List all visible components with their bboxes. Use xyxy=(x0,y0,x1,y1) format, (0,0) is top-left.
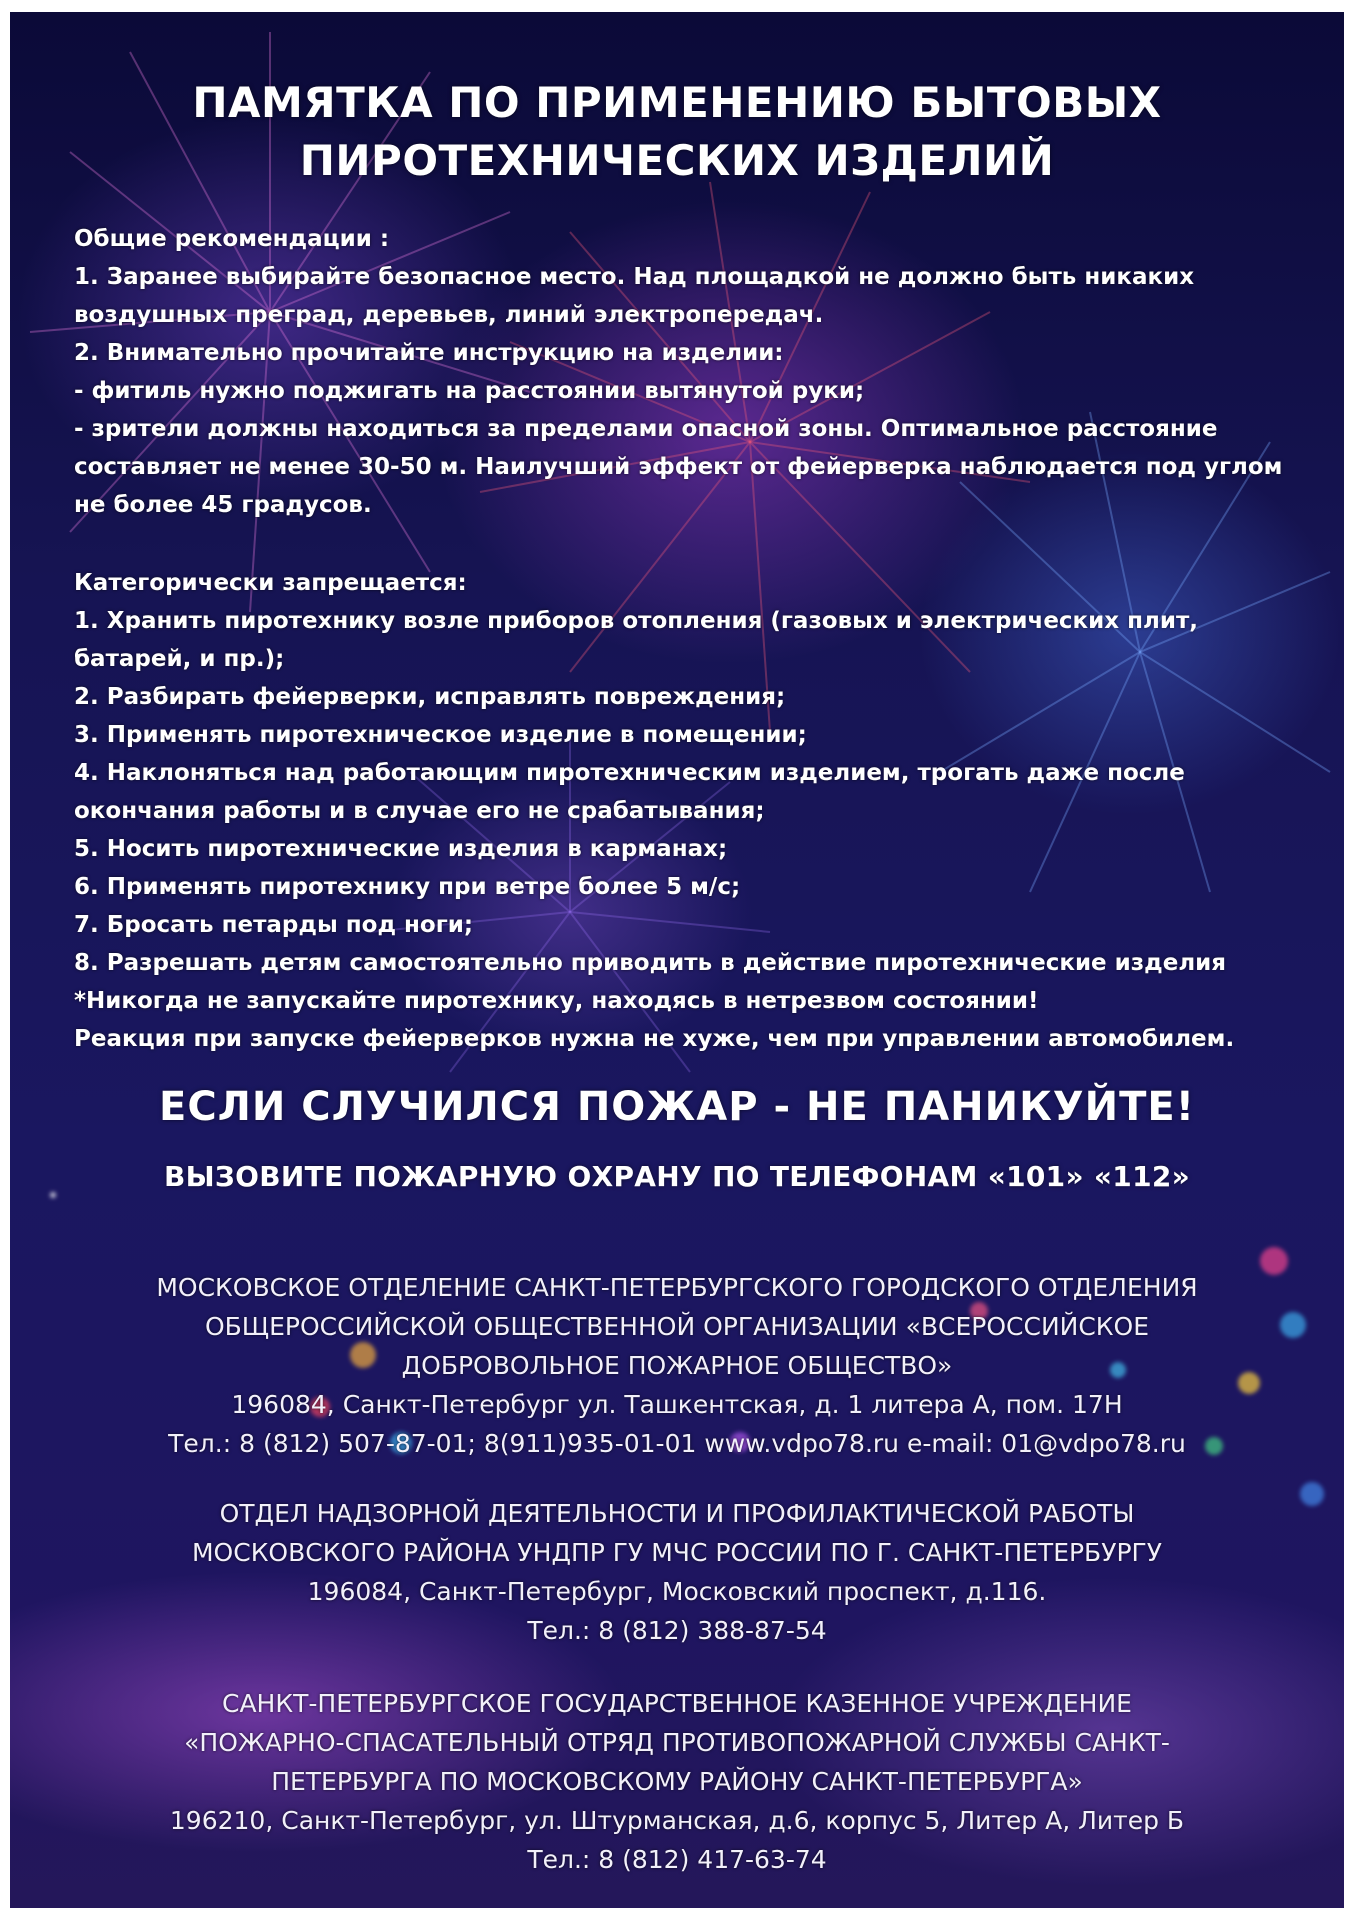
org-contacts: Тел.: 8 (812) 507-87-01; 8(911)935-01-01 www.vdpo78.ru e-mail: 01@vdpo78.ru xyxy=(168,1429,1186,1458)
prohibited-list xyxy=(74,564,1334,1058)
poster-background xyxy=(10,12,1344,1908)
prohibited-line: 2. Разбирать фейерверки, исправлять повреждения; xyxy=(74,684,786,710)
prohibited-line: 8. Разрешать детям самостоятельно приводить в действие пиротехнические изделия xyxy=(74,950,1227,976)
prohibited-line: окончания работы и в случае его не срабатывания; xyxy=(74,798,765,824)
org-line: ОБЩЕРОССИЙСКОЙ ОБЩЕСТВЕННОЙ ОРГАНИЗАЦИИ «ВСЕРОССИЙСКОЕ xyxy=(204,1312,1150,1341)
prohibited-line: 3. Применять пиротехническое изделие в помещении; xyxy=(74,722,807,748)
org-line: ДОБРОВОЛЬНОЕ ПОЖАРНОЕ ОБЩЕСТВО» xyxy=(401,1351,953,1380)
org-contacts: Тел.: 8 (812) 417-63-74 xyxy=(527,1845,827,1874)
general-line: - зрители должны находиться за пределами опасной зоны. Оптимальное расстояние xyxy=(74,416,1218,442)
prohibited-line: 7. Бросать петарды под ноги; xyxy=(74,912,474,938)
general-line: воздушных преград, деревьев, линий электропередач. xyxy=(74,302,824,328)
org-line: «ПОЖАРНО-СПАСАТЕЛЬНЫЙ ОТРЯД ПРОТИВОПОЖАРНОЙ СЛУЖБЫ САНКТ- xyxy=(184,1728,1170,1757)
org-address: 196084, Санкт-Петербург ул. Ташкентская, д. 1 литера А, пом. 17Н xyxy=(231,1390,1123,1419)
prohibited-line: 4. Наклоняться над работающим пиротехническим изделием, трогать даже после xyxy=(74,760,1185,786)
org-line: МОСКОВСКОГО РАЙОНА УНДПР ГУ МЧС РОССИИ ПО Г. САНКТ-ПЕТЕРБУРГУ xyxy=(191,1538,1163,1567)
fire-headline: ЕСЛИ СЛУЧИЛСЯ ПОЖАР - НЕ ПАНИКУЙТЕ! xyxy=(159,1084,1195,1130)
title-line-1: ПАМЯТКА ПО ПРИМЕНЕНИЮ БЫТОВЫХ xyxy=(192,78,1162,127)
emergency-call-text: ВЫЗОВИТЕ ПОЖАРНУЮ ОХРАНУ ПО ТЕЛЕФОНАМ «101» «112» xyxy=(163,1160,1191,1193)
org-line: САНКТ-ПЕТЕРБУРГСКОЕ ГОСУДАРСТВЕННОЕ КАЗЕННОЕ УЧРЕЖДЕНИЕ xyxy=(222,1689,1132,1718)
page-title xyxy=(10,74,1344,190)
general-line: - фитиль нужно поджигать на расстоянии вытянутой руки; xyxy=(74,378,865,404)
org-address: 196084, Санкт-Петербург, Московский проспект, д.116. xyxy=(307,1577,1047,1606)
title-line-2: ПИРОТЕХНИЧЕСКИХ ИЗДЕЛИЙ xyxy=(299,136,1055,185)
prohibited-line: батарей, и пр.); xyxy=(74,646,285,672)
warning-line: *Никогда не запускайте пиротехнику, находясь в нетрезвом состоянии! xyxy=(74,988,1039,1014)
warning-line: Реакция при запуске фейерверков нужна не хуже, чем при управлении автомобилем. xyxy=(74,1026,1235,1052)
prohibited-line: 5. Носить пиротехнические изделия в карманах; xyxy=(74,836,728,862)
general-line: 1. Заранее выбирайте безопасное место. Над площадкой не должно быть никаких xyxy=(74,264,1195,290)
prohibited-line: 6. Применять пиротехнику при ветре более 5 м/с; xyxy=(74,874,741,900)
org-block-rescue xyxy=(10,1684,1344,1879)
general-line: составляет не менее 30-50 м. Наилучший эффект от фейерверка наблюдается под углом xyxy=(74,454,1283,480)
general-line: 2. Внимательно прочитайте инструкцию на изделии: xyxy=(74,340,784,366)
org-block-mchs xyxy=(10,1494,1344,1650)
org-contacts: Тел.: 8 (812) 388-87-54 xyxy=(527,1616,827,1645)
prohibited-heading: Категорически запрещается: xyxy=(74,570,467,596)
general-heading: Общие рекомендации : xyxy=(74,226,390,252)
org-line: ОТДЕЛ НАДЗОРНОЙ ДЕЯТЕЛЬНОСТИ И ПРОФИЛАКТИЧЕСКОЙ РАБОТЫ xyxy=(219,1499,1135,1528)
general-recommendations xyxy=(74,220,1334,524)
general-line: не более 45 градусов. xyxy=(74,492,372,518)
org-line: МОСКОВСКОЕ ОТДЕЛЕНИЕ САНКТ-ПЕТЕРБУРГСКОГО ГОРОДСКОГО ОТДЕЛЕНИЯ xyxy=(156,1273,1198,1302)
prohibited-line: 1. Хранить пиротехнику возле приборов отопления (газовых и электрических плит, xyxy=(74,608,1199,634)
org-block-vdpo xyxy=(10,1268,1344,1463)
org-address: 196210, Санкт-Петербург, ул. Штурманская, д.6, корпус 5, Литер А, Литер Б xyxy=(169,1806,1185,1835)
org-line: ПЕТЕРБУРГА ПО МОСКОВСКОМУ РАЙОНУ САНКТ-ПЕТЕРБУРГА» xyxy=(271,1767,1083,1796)
